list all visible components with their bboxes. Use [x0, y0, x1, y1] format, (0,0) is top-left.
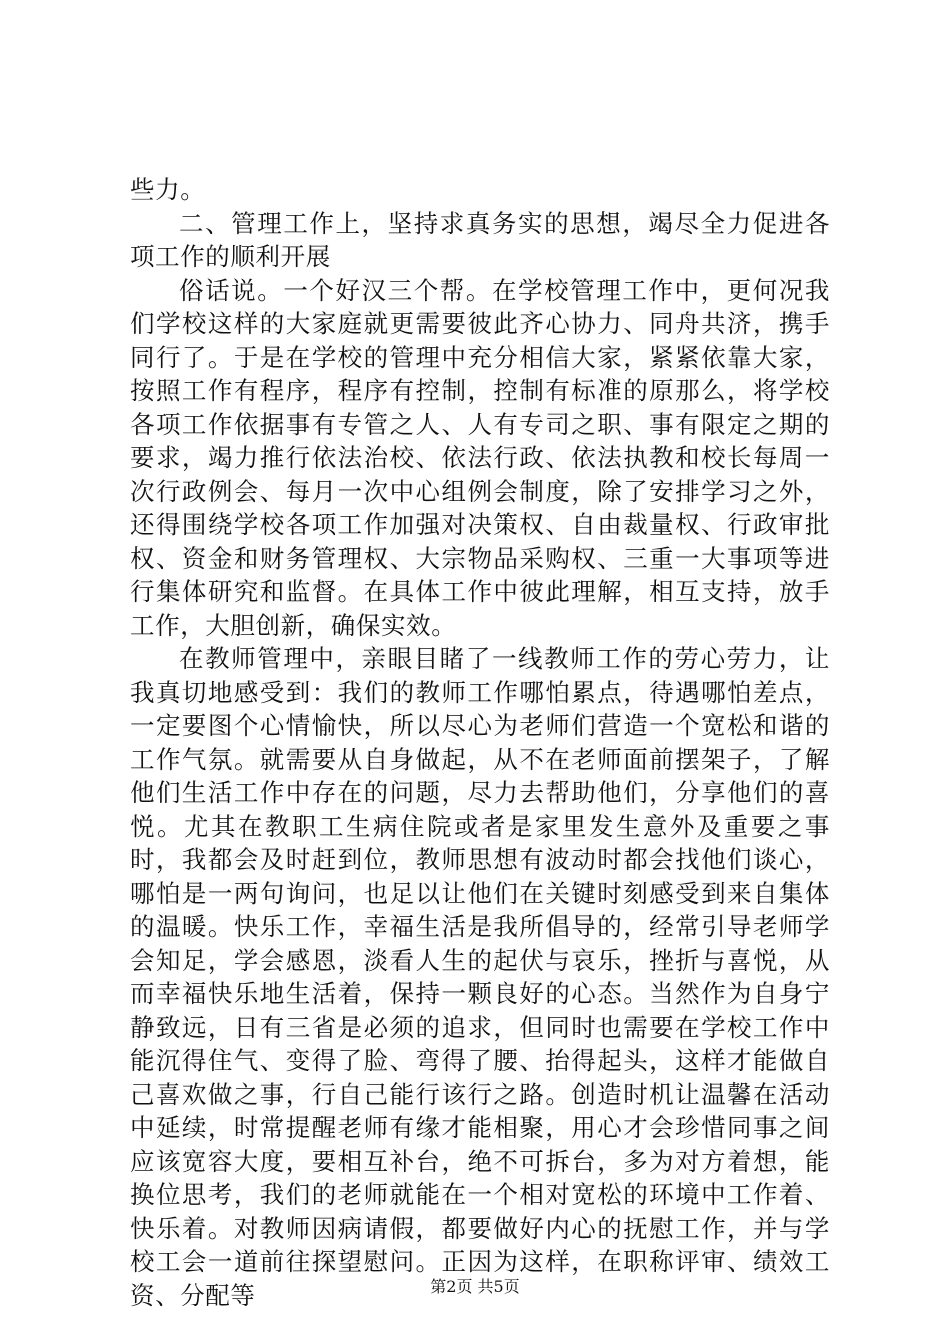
- paragraph-management: 俗话说。一个好汉三个帮。在学校管理工作中，更何况我们学校这样的大家庭就更需要彼此齐心协力、同舟共济，携手同行了。于是在学校的管理中充分相信大家，紧紧依靠大家，按照工作有程序，程序有控制，控制有标准的原那么，将学校各项工作依据事有专管之人、人有专司之职、事有限定之期的要求，竭力推行依法治校、依法行政、依法执教和校长每周一次行政例会、每月一次中心组例会制度，除了安排学习之外，还得围绕学校各项工作加强对决策权、自由裁量权、行政审批权、资金和财务管理权、大宗物品采购权、三重一大事项等进行集体研究和监督。在具体工作中彼此理解，相互支持，放手工作，大胆创新，确保实效。: [130, 275, 830, 640]
- section-heading: 二、管理工作上，坚持求真务实的思想，竭尽全力促进各项工作的顺利开展: [130, 208, 830, 271]
- page-number-footer: 第2页 共5页: [430, 1277, 520, 1296]
- document-body: [130, 173, 830, 1312]
- paragraph-teacher-management: 在教师管理中，亲眼目睹了一线教师工作的劳心劳力，让我真切地感受到：我们的教师工作哪怕累点，待遇哪怕差点，一定要图个心情愉快，所以尽心为老师们营造一个宽松和谐的工作气氛。就需要从自身做起，从不在老师面前摆架子，了解他们生活工作中存在的问题，尽力去帮助他们，分享他们的喜悦。尤其在教职工生病住院或者是家里发生意外及重要之事时，我都会及时赶到位，教师思想有波动时都会找他们谈心，哪怕是一两句询问，也足以让他们在关键时刻感受到来自集体的温暖。快乐工作，幸福生活是我所倡导的，经常引导老师学会知足，学会感恩，淡看人生的起伏与哀乐，挫折与喜悦，从而幸福快乐地生活着，保持一颗良好的心态。当然作为自身宁静致远，日有三省是必须的追求，但同时也需要在学校工作中能沉得住气、变得了脸、弯得了腰、抬得起头，这样才能做自己喜欢做之事，行自己能行该行之路。创造时机让温馨在活动中延续，时常提醒老师有缘才能相聚，用心才会珍惜同事之间应该宽容大度，要相互补台，绝不可拆台，多为对方着想，能换位思考，我们的老师就能在一个相对宽松的环境中工作着、快乐着。对教师因病请假，都要做好内心的抚慰工作，并与学校工会一道前往探望慰问。正因为这样，在职称评审、绩效工资、分配等: [130, 644, 830, 1310]
- paragraph-continuation: 些力。: [130, 175, 206, 204]
